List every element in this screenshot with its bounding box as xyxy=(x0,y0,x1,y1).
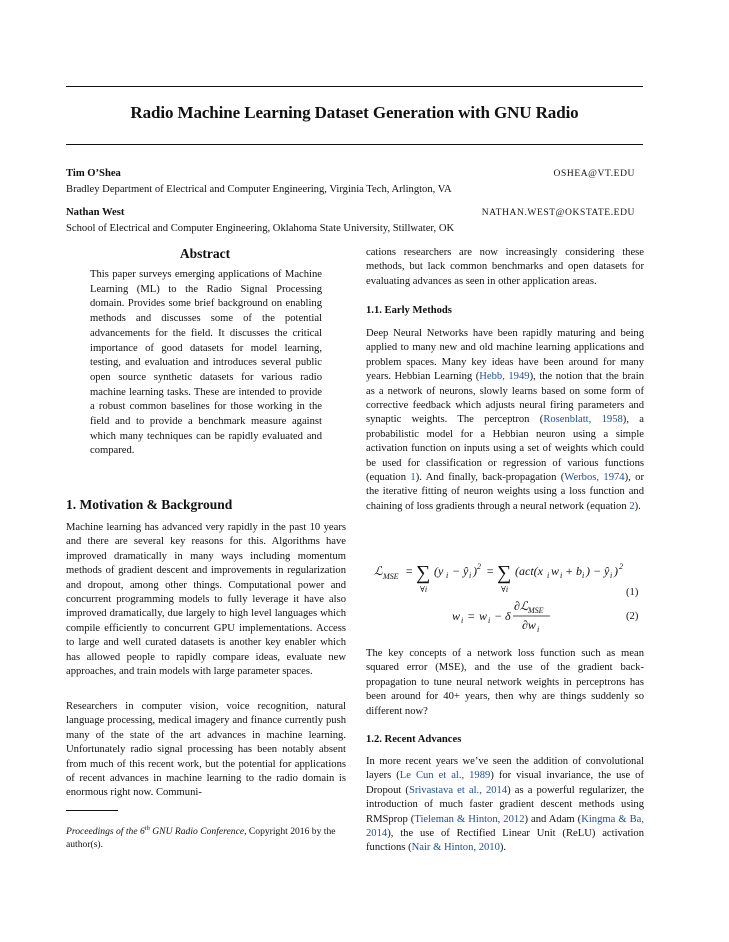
footnote xyxy=(66,823,348,851)
text-run: ). And finally, back-propagation ( xyxy=(415,472,565,484)
svg-text:ŷ: ŷ xyxy=(604,564,610,578)
svg-text:i: i xyxy=(488,616,491,625)
svg-text:w: w xyxy=(551,564,560,578)
text-run: ). xyxy=(634,500,641,512)
svg-text:ℒ: ℒ xyxy=(374,564,383,578)
svg-text:−: − xyxy=(452,564,461,578)
svg-text:i: i xyxy=(537,625,540,634)
text-run: ) as a powerful regularizer, the introduction of much faster gradient descent methods using RMSprop ( xyxy=(366,784,644,825)
text-run: ), or the iterative fitting of neuron weights using a loss function and chaining of loss gradients through a neural network (equation xyxy=(366,472,644,512)
footnote-rule xyxy=(66,810,118,811)
citation-link[interactable]: Tieleman & Hinton, 2012 xyxy=(414,813,525,825)
body-paragraph: cations researchers are now increasingly considering these methods, but lack common benchmarks and open datasets for evaluating advances as seen in other application areas. xyxy=(366,247,644,287)
svg-text:w: w xyxy=(452,609,461,623)
title-top-rule xyxy=(66,86,643,87)
paper-title: Radio Machine Learning Dataset Generation with GNU Radio xyxy=(130,103,579,122)
svg-text:=: = xyxy=(467,609,476,623)
author-affiliation: School of Electrical and Computer Engineering, Oklahoma State University, Stillwater, OK xyxy=(66,223,455,234)
text-run: Deep Neural Networks have been rapidly maturing and being applied to many new and old machine learning applications and problem spaces. Many key ideas have been around for many years. Hebbian Learning ( xyxy=(366,328,644,383)
text-run: ), the notion that the brain as a network of neurons, slowly learns based on some form of corrective feedback which adjusts neural firing parameters and synaptic weights. The perceptron ( xyxy=(366,371,644,426)
svg-text:MSE: MSE xyxy=(528,606,544,615)
footnote-copyright: , Copyright 2016 by the author(s). xyxy=(66,826,336,850)
abstract-heading: Abstract xyxy=(179,246,231,261)
footnote-conference: GNU Radio Conference xyxy=(152,826,245,838)
svg-text:2: 2 xyxy=(477,562,481,571)
svg-text:−: − xyxy=(494,609,503,623)
title-bottom-rule xyxy=(66,144,643,145)
citation-link[interactable]: Nair & Hinton, 2010 xyxy=(411,842,500,854)
equation-2-graphic xyxy=(450,596,570,636)
equation-2 xyxy=(450,596,570,639)
svg-text:+: + xyxy=(565,564,574,578)
svg-text:δ: δ xyxy=(505,609,511,623)
text-run: ), a probabilistic model for a Hebbian neuron using a simple activation function on inputs using a set of weights which could be used for classification or regression of various functions (equation xyxy=(366,414,644,484)
author-email[interactable]: NATHAN.WEST@OKSTATE.EDU xyxy=(481,208,635,218)
section-heading: 1. Motivation & Background xyxy=(66,497,233,512)
svg-text:∑: ∑ xyxy=(497,562,512,584)
body-paragraph: Machine learning has advanced very rapidly in the past 10 years and there are several key reasons for this. Algorithms have improved dramatically in many ways including momentum methods of gradient descent and improvements in regularization and dropout, among other things. Computational power and concurrent programming models to fully leverage it have also improved dramatically, due largely to high level languages which compile efficiently to concurrent GPU implementations. Access to large and well curated datasets is another key enabler which has allowed people to rapidly compare ideas, evaluate new approaches, and train models with large parameter spaces. xyxy=(66,522,346,678)
svg-text:=: = xyxy=(405,564,414,578)
svg-text:i: i xyxy=(582,571,585,580)
body-paragraph: The key concepts of a network loss function such as mean squared error (MSE), and the use of the gradient back-propagation to tune neural network weights in perceptrons has been around for 40+ years, then why are things suddenly so different now? xyxy=(366,648,644,717)
svg-text:∂w: ∂w xyxy=(522,618,536,632)
text-run: ) and Adam ( xyxy=(524,813,582,825)
svg-text:∑: ∑ xyxy=(416,562,431,584)
svg-text:): ) xyxy=(473,564,477,578)
equation-1 xyxy=(372,557,644,600)
body-paragraph xyxy=(366,327,644,514)
abstract-text: This paper surveys emerging applications of Machine Learning (ML) to the Radio Signal Processing domain. Provides some brief background on enabling methods and discusses some of the potential advancements for the field. It discusses the critical importance of good datasets for model learning, testing, and evaluation and introduces several public open source synthetic datasets for various radio machine learning tasks. These are intended to provide a robust common baselines for those working in the field and to provide a benchmark measure against which many techniques can be rapidly evaluated and compared. xyxy=(90,269,322,457)
svg-text:): ) xyxy=(586,564,590,578)
svg-text:−: − xyxy=(593,564,602,578)
citation-link[interactable]: Rosenblatt, 1958 xyxy=(543,414,623,426)
text-run: ), the use of Rectified Linear Unit (ReLU) activation functions ( xyxy=(366,828,644,854)
svg-text:ŷ: ŷ xyxy=(463,564,469,578)
svg-text:w: w xyxy=(479,609,488,623)
equation-link[interactable]: 1 xyxy=(410,472,416,484)
footnote-superscript: th xyxy=(144,825,150,832)
equation-number: (1) xyxy=(626,587,639,598)
svg-text:b: b xyxy=(576,564,582,578)
svg-text:i: i xyxy=(610,571,613,580)
svg-text:): ) xyxy=(614,564,618,578)
svg-text:(y: (y xyxy=(434,564,444,578)
svg-text:∀i: ∀i xyxy=(501,585,509,594)
author-affiliation: Bradley Department of Electrical and Computer Engineering, Virginia Tech, Arlington, VA xyxy=(66,184,452,195)
subsection-heading: 1.1. Early Methods xyxy=(366,305,452,316)
equation-number: (2) xyxy=(626,611,639,622)
svg-text:i: i xyxy=(547,571,550,580)
svg-text:MSE: MSE xyxy=(383,572,399,581)
citation-link[interactable]: Hebb, 1949 xyxy=(479,371,530,383)
text-run: ) for visual invariance, the use of Dropout ( xyxy=(366,770,644,796)
author-name: Nathan West xyxy=(66,207,125,218)
svg-text:2: 2 xyxy=(619,562,623,571)
svg-text:∀i: ∀i xyxy=(420,585,428,594)
citation-link[interactable]: Werbos, 1974 xyxy=(564,472,625,484)
svg-text:i: i xyxy=(560,571,563,580)
author-email[interactable]: OSHEA@VT.EDU xyxy=(553,169,635,179)
svg-text:i: i xyxy=(446,571,449,580)
footnote-proceedings: Proceedings of the 6 xyxy=(66,826,145,838)
equation-link[interactable]: 2 xyxy=(629,500,635,512)
citation-link[interactable]: Srivastava et al., 2014 xyxy=(408,784,508,796)
equation-1-graphic xyxy=(372,557,644,597)
svg-text:=: = xyxy=(486,564,495,578)
text-run: ). xyxy=(499,842,507,854)
subsection-heading: 1.2. Recent Advances xyxy=(366,734,462,745)
svg-text:∂ℒ: ∂ℒ xyxy=(514,599,529,613)
svg-text:i: i xyxy=(461,616,464,625)
body-paragraph xyxy=(366,755,644,856)
svg-text:i: i xyxy=(469,571,472,580)
text-run: In more recent years we’ve seen the addition of convolutional layers ( xyxy=(366,756,644,782)
citation-link[interactable]: Kingma & Ba, 2014 xyxy=(366,813,644,840)
body-paragraph: Researchers in computer vision, voice recognition, natural language processing, medical imagery and finance currently push many of the state of the art advances in machine learning. Unfortunately radio signal processing has been notably absent from much of this recent work, but the potential for applications of recent advances in machine learning to the radio domain is enormous right now. Communi- xyxy=(66,701,346,799)
author-name: Tim O’Shea xyxy=(66,168,121,179)
svg-text:(act(x: (act(x xyxy=(515,564,543,578)
citation-link[interactable]: Le Cun et al., 1989 xyxy=(399,770,491,782)
